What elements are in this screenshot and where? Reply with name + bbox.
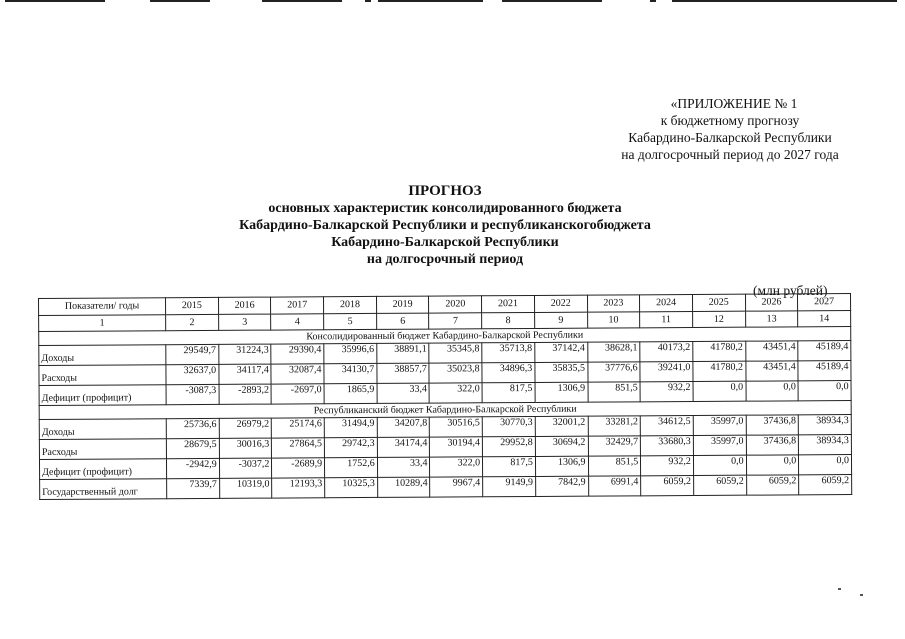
value-cell: 30016,3 [219, 438, 272, 458]
value-cell: 6059,2 [799, 475, 852, 495]
value-cell: 45189,4 [798, 361, 851, 381]
year-header-cell: 2024 [640, 295, 693, 312]
value-cell: 31494,9 [324, 417, 377, 437]
year-header-cell: 2019 [376, 296, 429, 313]
value-cell: 9967,4 [430, 477, 483, 497]
appendix-note [560, 95, 900, 163]
value-cell: -2697,0 [271, 384, 324, 404]
value-cell: 35996,6 [324, 343, 377, 363]
column-index-cell: 3 [218, 314, 271, 330]
value-cell: 10319,0 [219, 478, 272, 498]
title-line: основных характеристик консолидированного бюджета [268, 201, 622, 216]
top-edge-line [672, 0, 897, 2]
value-cell: 35997,0 [693, 435, 746, 455]
value-cell: 10289,4 [377, 477, 430, 497]
table-row [40, 475, 852, 500]
value-cell: 322,0 [429, 383, 482, 403]
year-header-cell: 2022 [534, 295, 587, 312]
column-index-cell: 13 [745, 311, 798, 327]
column-index-cell: 14 [798, 311, 851, 327]
value-cell: 6059,2 [746, 475, 799, 495]
value-cell: 37436,8 [746, 415, 799, 435]
column-index-cell: 2 [166, 314, 219, 330]
appendix-line: Кабардино-Балкарской Республики [628, 130, 832, 145]
value-cell: 32087,4 [271, 364, 324, 384]
value-cell: -2893,2 [219, 384, 272, 404]
value-cell: 30516,5 [430, 417, 483, 437]
value-cell: 0,0 [746, 381, 799, 401]
row-label: Дефицит (профицит) [39, 459, 166, 480]
top-edge-line [5, 0, 105, 2]
row-label: Дефицит (профицит) [39, 385, 166, 406]
value-cell: 25174,6 [272, 418, 325, 438]
value-cell: 817,5 [482, 382, 535, 402]
title-heading: ПРОГНОЗ [408, 183, 482, 199]
year-header-cell: 2018 [324, 296, 377, 313]
value-cell: 27864,5 [272, 438, 325, 458]
column-index-cell: 10 [587, 312, 640, 328]
value-cell: 30194,4 [430, 437, 483, 457]
value-cell: 40173,2 [640, 342, 693, 362]
value-cell: 1752,6 [325, 457, 378, 477]
value-cell: 29952,8 [482, 436, 535, 456]
value-cell: 33,4 [377, 383, 430, 403]
value-cell: 851,5 [588, 456, 641, 476]
header-label-cell: Показатели/ годы [39, 298, 166, 316]
column-index-cell: 8 [482, 312, 535, 328]
value-cell: 34117,4 [219, 364, 272, 384]
value-cell: 38857,7 [377, 363, 430, 383]
value-cell: 6059,2 [693, 475, 746, 495]
value-cell: 35835,5 [535, 362, 588, 382]
value-cell: 32637,0 [166, 364, 219, 384]
value-cell: 34130,7 [324, 363, 377, 383]
value-cell: 29742,3 [324, 437, 377, 457]
value-cell: 41780,2 [693, 361, 746, 381]
value-cell: 38934,3 [799, 435, 852, 455]
scan-speck [860, 594, 863, 596]
row-label: Расходы [39, 439, 166, 460]
value-cell: 9149,9 [483, 476, 536, 496]
value-cell: 0,0 [799, 455, 852, 475]
value-cell: 30694,2 [535, 436, 588, 456]
value-cell: -2942,9 [166, 458, 219, 478]
top-edge-line [365, 0, 371, 2]
year-header-cell: 2025 [692, 294, 745, 311]
value-cell: 35345,8 [429, 343, 482, 363]
year-header-cell: 2023 [587, 295, 640, 312]
value-cell: 35713,8 [482, 342, 535, 362]
value-cell: 38891,1 [377, 343, 430, 363]
appendix-line: «ПРИЛОЖЕНИЕ № 1 [670, 96, 798, 111]
forecast-table [38, 293, 852, 500]
value-cell: 25736,6 [166, 418, 219, 438]
value-cell: 932,2 [640, 382, 693, 402]
value-cell: 43451,4 [745, 361, 798, 381]
value-cell: 43451,4 [745, 341, 798, 361]
value-cell: 33680,3 [641, 436, 694, 456]
value-cell: 6991,4 [588, 476, 641, 496]
column-index-cell: 1 [39, 315, 166, 332]
title-line: Кабардино-Балкарской Республики [331, 235, 559, 250]
year-header-cell: 2017 [271, 297, 324, 314]
document-title [195, 183, 695, 268]
year-header-cell: 2027 [798, 294, 851, 311]
value-cell: 322,0 [430, 457, 483, 477]
value-cell: 35023,8 [429, 363, 482, 383]
value-cell: 38934,3 [798, 415, 851, 435]
value-cell: 851,5 [588, 382, 641, 402]
value-cell: 41780,2 [693, 341, 746, 361]
appendix-line: к бюджетному прогнозу [660, 113, 800, 128]
value-cell: 932,2 [641, 455, 694, 475]
value-cell: 35997,0 [693, 415, 746, 435]
column-index-cell: 6 [376, 313, 429, 329]
year-header-cell: 2015 [166, 297, 219, 314]
column-index-cell: 4 [271, 314, 324, 330]
row-label: Расходы [39, 365, 166, 386]
value-cell: 7842,9 [535, 476, 588, 496]
scan-speck [838, 588, 841, 590]
row-label: Доходы [39, 345, 166, 366]
value-cell: 28679,5 [166, 438, 219, 458]
value-cell: 37436,8 [746, 435, 799, 455]
section-title: Республиканский бюджет Кабардино-Балкарской Республики [39, 401, 851, 420]
value-cell: 32001,2 [535, 416, 588, 436]
year-header-cell: 2026 [745, 294, 798, 311]
top-edge-line [262, 0, 342, 2]
row-label: Доходы [39, 419, 166, 440]
value-cell: 1306,9 [535, 456, 588, 476]
row-label: Государственный долг [40, 479, 167, 500]
value-cell: 34896,3 [482, 362, 535, 382]
value-cell: 39241,0 [640, 362, 693, 382]
column-index-cell: 7 [429, 313, 482, 329]
value-cell: 10325,3 [325, 477, 378, 497]
section-title: Консолидированный бюджет Кабардино-Балкарской Республики [39, 327, 851, 346]
value-cell: 1865,9 [324, 383, 377, 403]
value-cell: 0,0 [746, 455, 799, 475]
year-header-cell: 2016 [218, 297, 271, 314]
top-edge-line [378, 0, 483, 2]
units-label: (млн рублей) [753, 283, 828, 298]
value-cell: 29390,4 [271, 344, 324, 364]
value-cell: 45189,4 [798, 341, 851, 361]
value-cell: 29549,7 [166, 344, 219, 364]
value-cell: -3087,3 [166, 384, 219, 404]
value-cell: -3037,2 [219, 458, 272, 478]
value-cell: 32429,7 [588, 436, 641, 456]
value-cell: 26979,2 [219, 418, 272, 438]
column-index-cell: 5 [324, 313, 377, 329]
value-cell: 0,0 [693, 381, 746, 401]
title-line: на долгосрочный период [366, 252, 524, 267]
value-cell: 37776,6 [587, 362, 640, 382]
year-header-cell: 2020 [429, 296, 482, 313]
value-cell: 0,0 [798, 381, 851, 401]
column-index-cell: 9 [534, 312, 587, 328]
year-header-cell: 2021 [482, 295, 535, 312]
top-edge-line [650, 0, 656, 2]
value-cell: 34207,8 [377, 417, 430, 437]
value-cell: 31224,3 [218, 344, 271, 364]
value-cell: 817,5 [483, 456, 536, 476]
value-cell: 6059,2 [641, 475, 694, 495]
value-cell: 0,0 [693, 455, 746, 475]
title-line: Кабардино-Балкарской Республики и республиканскогобюджета [239, 218, 651, 233]
value-cell: 7339,7 [167, 478, 220, 498]
value-cell: 1306,9 [535, 382, 588, 402]
value-cell: 33281,2 [588, 416, 641, 436]
top-edge-line [150, 0, 210, 2]
column-index-cell: 11 [640, 312, 693, 328]
value-cell: 34174,4 [377, 437, 430, 457]
appendix-line: на долгосрочный период до 2027 года [621, 147, 839, 162]
column-index-cell: 12 [692, 311, 745, 327]
value-cell: 30770,3 [482, 416, 535, 436]
value-cell: -2689,9 [272, 458, 325, 478]
value-cell: 38628,1 [587, 342, 640, 362]
top-edge-line [502, 0, 602, 2]
value-cell: 12193,3 [272, 478, 325, 498]
value-cell: 34612,5 [640, 416, 693, 436]
value-cell: 33,4 [377, 457, 430, 477]
value-cell: 37142,4 [535, 342, 588, 362]
